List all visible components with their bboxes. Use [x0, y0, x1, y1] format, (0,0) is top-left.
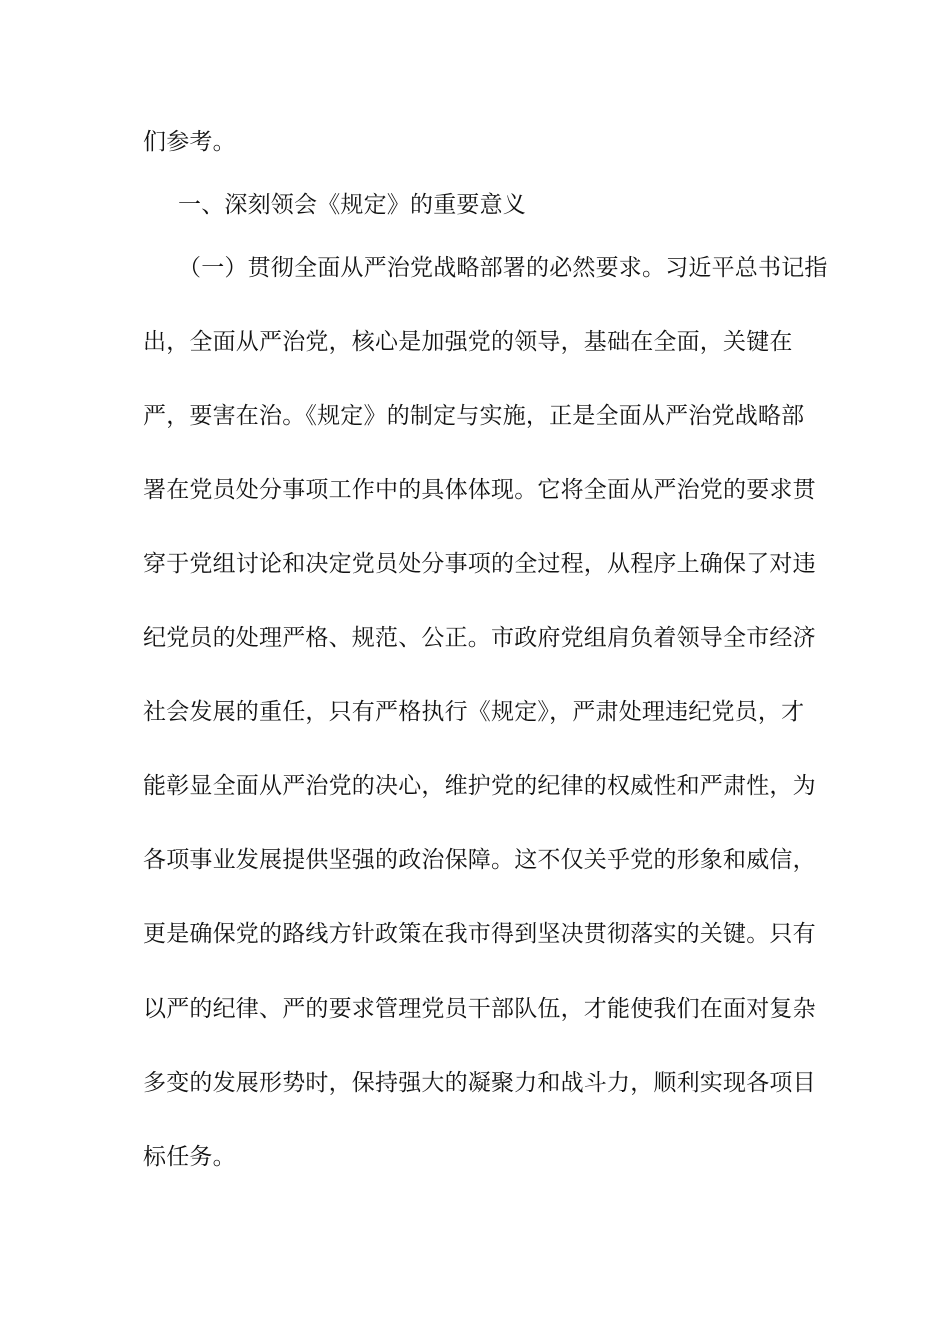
text-line: 严，要害在治。《规定》的制定与实施，正是全面从严治党战略部 — [143, 403, 805, 429]
text-line: （一）贯彻全面从严治党战略部署的必然要求。习近平总书记指 — [178, 255, 828, 281]
text-line: 各项事业发展提供坚强的政治保障。这不仅关乎党的形象和威信， — [143, 847, 816, 873]
text-line: 更是确保党的路线方针政策在我市得到坚决贯彻落实的关键。只有 — [143, 921, 816, 947]
section-heading: 一、深刻领会《规定》的重要意义 — [178, 192, 526, 218]
text-line: 社会发展的重任，只有严格执行《规定》，严肃处理违纪党员，才 — [143, 699, 805, 725]
text-line: 纪党员的处理严格、规范、公正。市政府党组肩负着领导全市经济 — [143, 625, 816, 651]
text-line: 标任务。 — [143, 1144, 236, 1170]
text-line: 以严的纪律、严的要求管理党员干部队伍，才能使我们在面对复杂 — [143, 996, 816, 1022]
text-line: 们参考。 — [143, 129, 236, 155]
text-line: 穿于党组讨论和决定党员处分事项的全过程，从程序上确保了对违 — [143, 551, 816, 577]
text-line: 能彰显全面从严治党的决心，维护党的纪律的权威性和严肃性，为 — [143, 773, 816, 799]
text-line: 出，全面从严治党，核心是加强党的领导，基础在全面，关键在 — [143, 329, 793, 355]
text-line: 署在党员处分事项工作中的具体体现。它将全面从严治党的要求贯 — [143, 477, 816, 503]
text-line: 多变的发展形势时，保持强大的凝聚力和战斗力，顺利实现各项目 — [143, 1070, 816, 1096]
